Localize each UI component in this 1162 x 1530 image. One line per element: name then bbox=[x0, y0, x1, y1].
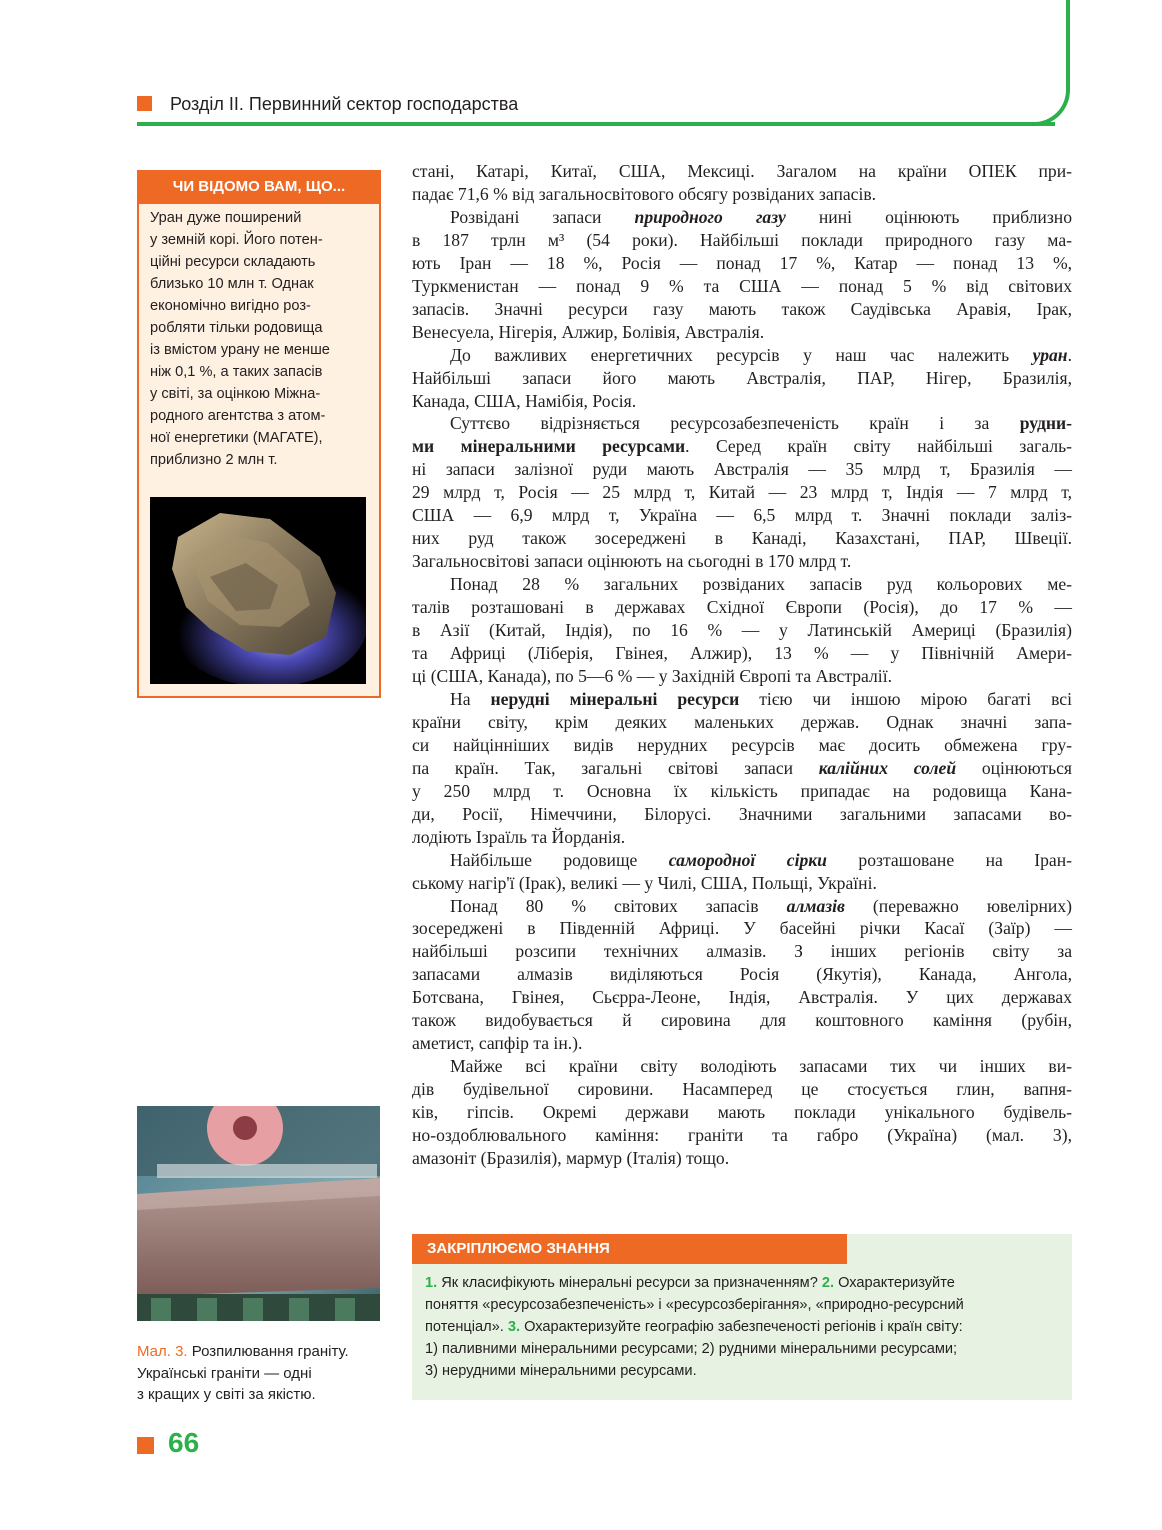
text-line: них руд також зосереджені в Канаді, Казахстані, ПАР, Швеції. bbox=[412, 528, 1072, 549]
uranium-ore-image bbox=[150, 497, 366, 684]
assignment-line bbox=[425, 1316, 1060, 1338]
text-run: Суттєво відрізняється ресурсозабезпеченість країн і за bbox=[450, 413, 1020, 434]
caption-line: з кращих у світі за якістю. bbox=[137, 1386, 316, 1403]
text-line bbox=[412, 435, 1072, 458]
paragraph bbox=[412, 895, 1072, 1056]
text-run: (переважно ювелірних) bbox=[844, 895, 1072, 916]
text-line: талів розташовані в державах Східної Європи (Росія), до 17 % — bbox=[412, 597, 1072, 618]
text-run: . Серед країн світу найбільші загаль- bbox=[685, 436, 1072, 457]
text-run: розташоване на Іран- bbox=[826, 849, 1073, 870]
text-line: аметист, сапфір та ін.). bbox=[412, 1033, 583, 1054]
text-line: запасів. Значні ресурси газу мають також Саудівська Аравія, Ірак, bbox=[412, 298, 1072, 319]
text-line: дів будівельної сировини. Насамперед це стосується глин, вапня- bbox=[412, 1079, 1072, 1100]
text-line: також видобувається й сировина для коштовного каміння (рубін, bbox=[412, 1010, 1072, 1031]
question-text: потенціал». bbox=[425, 1319, 508, 1335]
question-text: Охарактеризуйте bbox=[834, 1275, 955, 1291]
question-number: 2. bbox=[821, 1275, 835, 1291]
did-you-know-title: ЧИ ВІДОМО ВАМ, ЩО... bbox=[137, 170, 381, 204]
text-run: тією чи іншою мірою багаті всі bbox=[739, 688, 1072, 709]
text-line: 29 млрд т, Росія — 25 млрд т, Китай — 23 млрд т, Індія — 7 млрд т, bbox=[412, 482, 1072, 503]
sidebar-line: економічно вигідно роз- bbox=[150, 298, 311, 314]
question-text: Охарактеризуйте географію забезпеченості регіонів і країн світу: bbox=[520, 1319, 963, 1335]
text-line: США — 6,9 млрд т, Україна — 6,5 млрд т. Значні поклади заліз- bbox=[412, 505, 1072, 526]
text-run: оцінюються bbox=[956, 757, 1072, 778]
section-title: Розділ ІІ. Первинний сектор господарства bbox=[170, 94, 519, 114]
paragraph bbox=[412, 849, 1072, 895]
text-line: ють Іран — 18 %, Росія — понад 17 %, Катар — понад 13 %, bbox=[412, 252, 1072, 273]
text-line bbox=[412, 344, 1072, 367]
did-you-know-text bbox=[150, 207, 372, 471]
figure-caption bbox=[137, 1341, 387, 1406]
term-natural-gas: природного газу bbox=[634, 206, 786, 227]
term-ore-resources: ми мінеральними ресурсами bbox=[412, 436, 686, 457]
text-line: Канада, США, Намібія, Росія. bbox=[412, 390, 637, 411]
text-line: амазоніт (Бразилія), мармур (Італія) тощо. bbox=[412, 1147, 730, 1168]
assignment-line: 3) нерудними мінеральними ресурсами. bbox=[425, 1363, 697, 1379]
paragraph bbox=[412, 688, 1072, 849]
text-line: Майже всі країни світу володіють запасами тих чи інших ви- bbox=[450, 1056, 1072, 1077]
header-rule bbox=[137, 122, 1055, 126]
footer-marker bbox=[137, 1437, 154, 1454]
paragraph bbox=[412, 206, 1072, 344]
term-uranium: уран bbox=[1032, 344, 1068, 365]
text-line: Ботсвана, Гвінея, Сьєрра-Леоне, Індія, Австралія. У цих державах bbox=[412, 987, 1072, 1008]
text-line: лодіють Ізраїль та Йорданія. bbox=[412, 826, 626, 847]
text-line: та Африці (Ліберія, Гвінея, Алжир), 13 % — у Північній Амери- bbox=[412, 643, 1072, 664]
text-line: ці (США, Канада), по 5—6 % — у Західній Європі та Австралії. bbox=[412, 665, 892, 686]
assignment-line bbox=[425, 1272, 1060, 1294]
text-line: Загальносвітові запаси оцінюють на сьогодні в 170 млрд т. bbox=[412, 551, 852, 572]
text-line: запасами алмазів виділяються Росія (Якутія), Канада, Ангола, bbox=[412, 964, 1072, 985]
text-line: Найбільші запаси його мають Австралія, ПАР, Нігер, Бразилія, bbox=[412, 367, 1072, 388]
text-line bbox=[412, 206, 1072, 229]
text-line: у 250 млрд т. Основна їх кількість припадає на родовища Кана- bbox=[412, 780, 1072, 801]
granite-sawing-photo bbox=[137, 1106, 380, 1321]
sidebar-line: робляти тільки родовища bbox=[150, 320, 323, 336]
text-line: Венесуела, Нігерія, Алжир, Болівія, Австралія. bbox=[412, 321, 765, 342]
paragraph bbox=[412, 160, 1072, 206]
paragraph bbox=[412, 344, 1072, 413]
text-run: па країн. Так, загальні світові запаси bbox=[412, 757, 819, 778]
assignments-title: ЗАКРІПЛЮЄМО ЗНАННЯ bbox=[412, 1234, 847, 1264]
text-line: ків, гіпсів. Окремі держави мають поклади унікального будівель- bbox=[412, 1102, 1072, 1123]
term-sulfur: самородної сірки bbox=[668, 849, 827, 870]
text-line: Туркменистан — понад 9 % та США — понад 5 % від світових bbox=[412, 275, 1072, 296]
sidebar-line: із вмістом урану не менше bbox=[150, 342, 330, 358]
text-line: зосереджені в Південній Африці. У басейні річки Касаї (Заїр) — bbox=[412, 918, 1072, 939]
text-run: На bbox=[450, 688, 491, 709]
text-line: в Азії (Китай, Індія), по 16 % — у Латинській Америці (Бразилія) bbox=[412, 620, 1072, 641]
text-line bbox=[412, 412, 1072, 435]
text-line: си найцінніших видів нерудних ресурсів має досить обмежена гру- bbox=[412, 734, 1072, 755]
text-line: в 187 трлн м³ (54 роки). Найбільші поклади природного газу ма- bbox=[412, 229, 1072, 250]
assignment-line: 1) паливними мінеральними ресурсами; 2) рудними мінеральними ресурсами; bbox=[425, 1341, 958, 1357]
text-run: Розвідані запаси bbox=[450, 206, 635, 227]
text-run: Найбільше родовище bbox=[450, 849, 669, 870]
sidebar-line: у світі, за оцінкою Міжна- bbox=[150, 386, 321, 402]
sidebar-line: родного агентства з атом- bbox=[150, 408, 326, 424]
paragraph bbox=[412, 573, 1072, 688]
text-line: найбільші розсипи технічних алмазів. З інших регіонів світу за bbox=[412, 941, 1072, 962]
text-line: країни світу, крім деяких маленьких держав. Однак значні запа- bbox=[412, 711, 1072, 732]
text-line bbox=[412, 688, 1072, 711]
text-run: Понад 80 % світових запасів bbox=[450, 895, 787, 916]
sidebar-line: Уран дуже поширений bbox=[150, 210, 302, 226]
text-line: ському нагір'ї (Ірак), великі — у Чилі, США, Польщі, Україні. bbox=[412, 872, 877, 893]
term-nonmetallic: нерудні мінеральні ресурси bbox=[490, 688, 740, 709]
header-marker bbox=[137, 96, 152, 111]
text-line: падає 71,6 % від загальносвітового обсягу розвіданих запасів. bbox=[412, 183, 877, 204]
sidebar-line: ніж 0,1 %, а таких запасів bbox=[150, 364, 323, 380]
text-line: ні запаси залізної руди мають Австралія — 35 млрд т, Бразилія — bbox=[412, 459, 1072, 480]
sidebar-line: ної енергетики (МАГАТЕ), bbox=[150, 430, 323, 446]
caption-line: Розпилювання граніту. bbox=[187, 1343, 349, 1360]
text-run: нині оцінюють приблизно bbox=[785, 206, 1073, 227]
figure-label: Мал. 3. bbox=[137, 1343, 188, 1360]
text-line bbox=[412, 849, 1072, 872]
assignments-text bbox=[425, 1272, 1060, 1382]
text-run: . bbox=[1067, 344, 1072, 365]
main-text bbox=[412, 160, 1072, 1170]
text-line: но-оздоблювального каміння: граніти та габро (Україна) (мал. 3), bbox=[412, 1125, 1072, 1146]
sidebar-line: приблизно 2 млн т. bbox=[150, 452, 278, 468]
text-line: ди, Росії, Німеччини, Білорусі. Значними загальними запасами во- bbox=[412, 803, 1072, 824]
text-line bbox=[412, 895, 1072, 918]
text-run: До важливих енергетичних ресурсів у наш час належить bbox=[450, 344, 1033, 365]
question-number: 3. bbox=[507, 1319, 521, 1335]
question-number: 1. bbox=[425, 1275, 438, 1291]
page-number: 66 bbox=[168, 1427, 200, 1458]
text-line: Понад 28 % загальних розвіданих запасів руд кольорових ме- bbox=[450, 574, 1072, 595]
term-diamonds: алмазів bbox=[786, 895, 845, 916]
text-line: стані, Катарі, Китаї, США, Мексиці. Загалом на країни ОПЕК при- bbox=[412, 161, 1072, 181]
question-text: Як класифікують мінеральні ресурси за призначенням? bbox=[437, 1275, 822, 1291]
sidebar-line: ційні ресурси складають bbox=[150, 254, 316, 270]
term-ore-resources: рудни- bbox=[1019, 413, 1072, 434]
text-line bbox=[412, 757, 1072, 780]
sidebar-line: близько 10 млн т. Однак bbox=[150, 276, 314, 292]
term-potash: калійних солей bbox=[818, 757, 957, 778]
paragraph bbox=[412, 1055, 1072, 1170]
paragraph bbox=[412, 412, 1072, 573]
assignment-line: поняття «ресурсозабезпеченість» і «ресурсозберігання», «природно-ресурсний bbox=[425, 1297, 964, 1313]
caption-line: Українські граніти — одні bbox=[137, 1364, 312, 1382]
header-corner-line bbox=[1022, 0, 1070, 126]
sidebar-line: у земній корі. Його потен- bbox=[150, 232, 323, 248]
